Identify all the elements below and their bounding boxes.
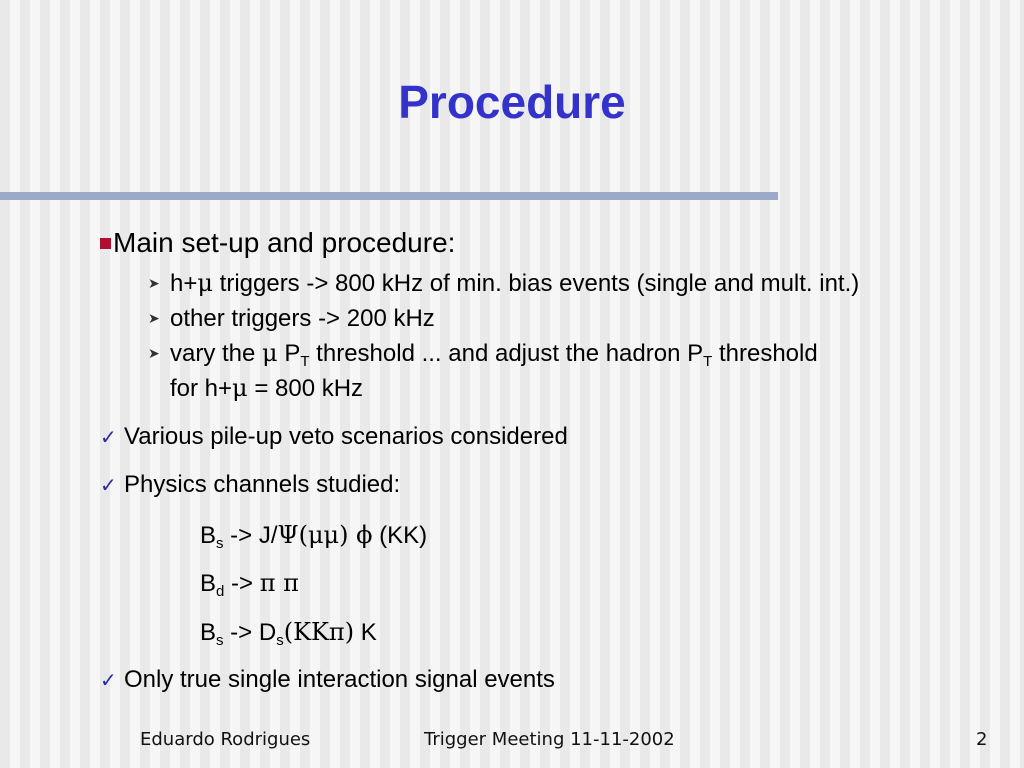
check-item-text: Only true single interaction signal events bbox=[124, 666, 555, 693]
footer-page-number: 2 bbox=[976, 729, 988, 750]
channel-subscript: d bbox=[216, 583, 225, 600]
channel-tail: (KK) bbox=[372, 522, 428, 549]
check-item-text: Various pile-up veto scenarios considered bbox=[124, 423, 568, 450]
subscript-t: T bbox=[703, 353, 713, 370]
sub-item-vary-threshold bbox=[148, 338, 818, 369]
footer-author: Eduardo Rodrigues bbox=[140, 729, 311, 750]
check-item-pileup bbox=[100, 422, 568, 453]
mu-symbol: μ bbox=[197, 269, 213, 297]
channel-bs-dsk bbox=[200, 617, 377, 648]
main-bullet bbox=[100, 226, 455, 260]
checkmark-icon: ✓ bbox=[100, 475, 117, 497]
title-divider bbox=[0, 192, 778, 200]
check-item-physics bbox=[100, 470, 400, 501]
square-bullet-icon bbox=[100, 238, 111, 249]
footer-meeting: Trigger Meeting 11-11-2002 bbox=[424, 729, 675, 750]
checkmark-icon: ✓ bbox=[100, 427, 117, 449]
channel-b: B bbox=[200, 522, 217, 549]
channel-bs-jpsi-phi bbox=[200, 520, 427, 551]
channel-greek: π π bbox=[259, 569, 299, 597]
check-item-signal-events bbox=[100, 665, 555, 696]
sub-item-text-post: triggers -> 800 kHz of min. bias events (single and mult. int.) bbox=[212, 270, 860, 297]
sub-item-text-a: vary the bbox=[170, 340, 263, 367]
sub-item-other-triggers bbox=[148, 303, 435, 334]
check-item-text: Physics channels studied: bbox=[124, 471, 401, 498]
sub-item-text-b: P bbox=[277, 340, 301, 367]
mu-symbol: μ bbox=[262, 339, 278, 367]
channel-arrow: -> J/ bbox=[223, 522, 278, 549]
sub-item-hmu-triggers bbox=[148, 268, 859, 299]
arrow-bullet-icon: ➤ bbox=[148, 275, 160, 291]
subscript-t: T bbox=[300, 353, 310, 370]
arrow-bullet-icon: ➤ bbox=[148, 310, 160, 326]
mu-symbol: μ bbox=[232, 374, 248, 402]
channel-greek: Ψ(μμ) ϕ bbox=[277, 521, 373, 549]
channel-arrow: -> bbox=[224, 570, 260, 597]
channel-arrow: -> D bbox=[223, 619, 277, 646]
sub-item-text-d: threshold bbox=[712, 340, 818, 367]
channel-tail: K bbox=[354, 619, 377, 646]
arrow-bullet-icon: ➤ bbox=[148, 345, 160, 361]
channel-b: B bbox=[200, 619, 217, 646]
channel-subscript: s bbox=[276, 632, 284, 649]
sub-item-continuation bbox=[170, 373, 363, 404]
channel-subscript: s bbox=[216, 535, 224, 552]
channel-b: B bbox=[200, 570, 217, 597]
sub-item-text-pre: h+ bbox=[170, 270, 198, 297]
sub-item-text-c: threshold ... and adjust the hadron P bbox=[309, 340, 704, 367]
channel-bd-pipi bbox=[200, 568, 299, 599]
checkmark-icon: ✓ bbox=[100, 670, 117, 692]
continuation-post: = 800 kHz bbox=[247, 375, 364, 402]
sub-item-text: other triggers -> 200 kHz bbox=[170, 305, 435, 332]
channel-subscript: s bbox=[216, 632, 224, 649]
channel-greek: (KKπ) bbox=[283, 618, 355, 646]
main-bullet-label: Main set-up and procedure: bbox=[113, 227, 456, 258]
slide-title: Procedure bbox=[398, 76, 626, 128]
continuation-pre: for h+ bbox=[170, 375, 233, 402]
